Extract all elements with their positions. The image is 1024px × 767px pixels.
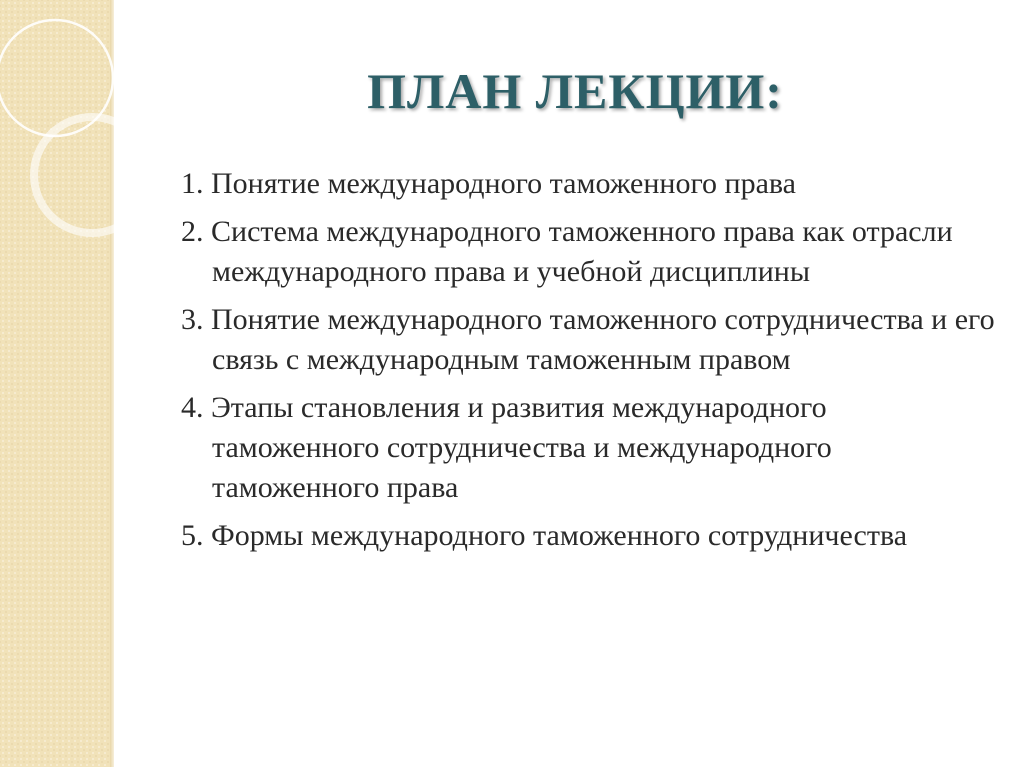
slide-title: ПЛАН ЛЕКЦИИ:: [367, 63, 783, 119]
list-item: 3. Понятие международного таможенного сотрудничества и его связь с международным таможенным правом: [181, 303, 995, 376]
list-item: 4. Этапы становления и развития международного таможенного сотрудничества и международного таможенного права: [181, 391, 832, 504]
list-item: 1. Понятие международного таможенного права: [181, 167, 796, 200]
list-item: 5. Формы международного таможенного сотрудничества: [181, 519, 908, 552]
lecture-plan-list: [181, 164, 1001, 564]
decorative-circles: [0, 0, 140, 260]
list-item: 2. Система международного таможенного права как отрасли международного права и учебной дисциплины: [181, 215, 953, 288]
